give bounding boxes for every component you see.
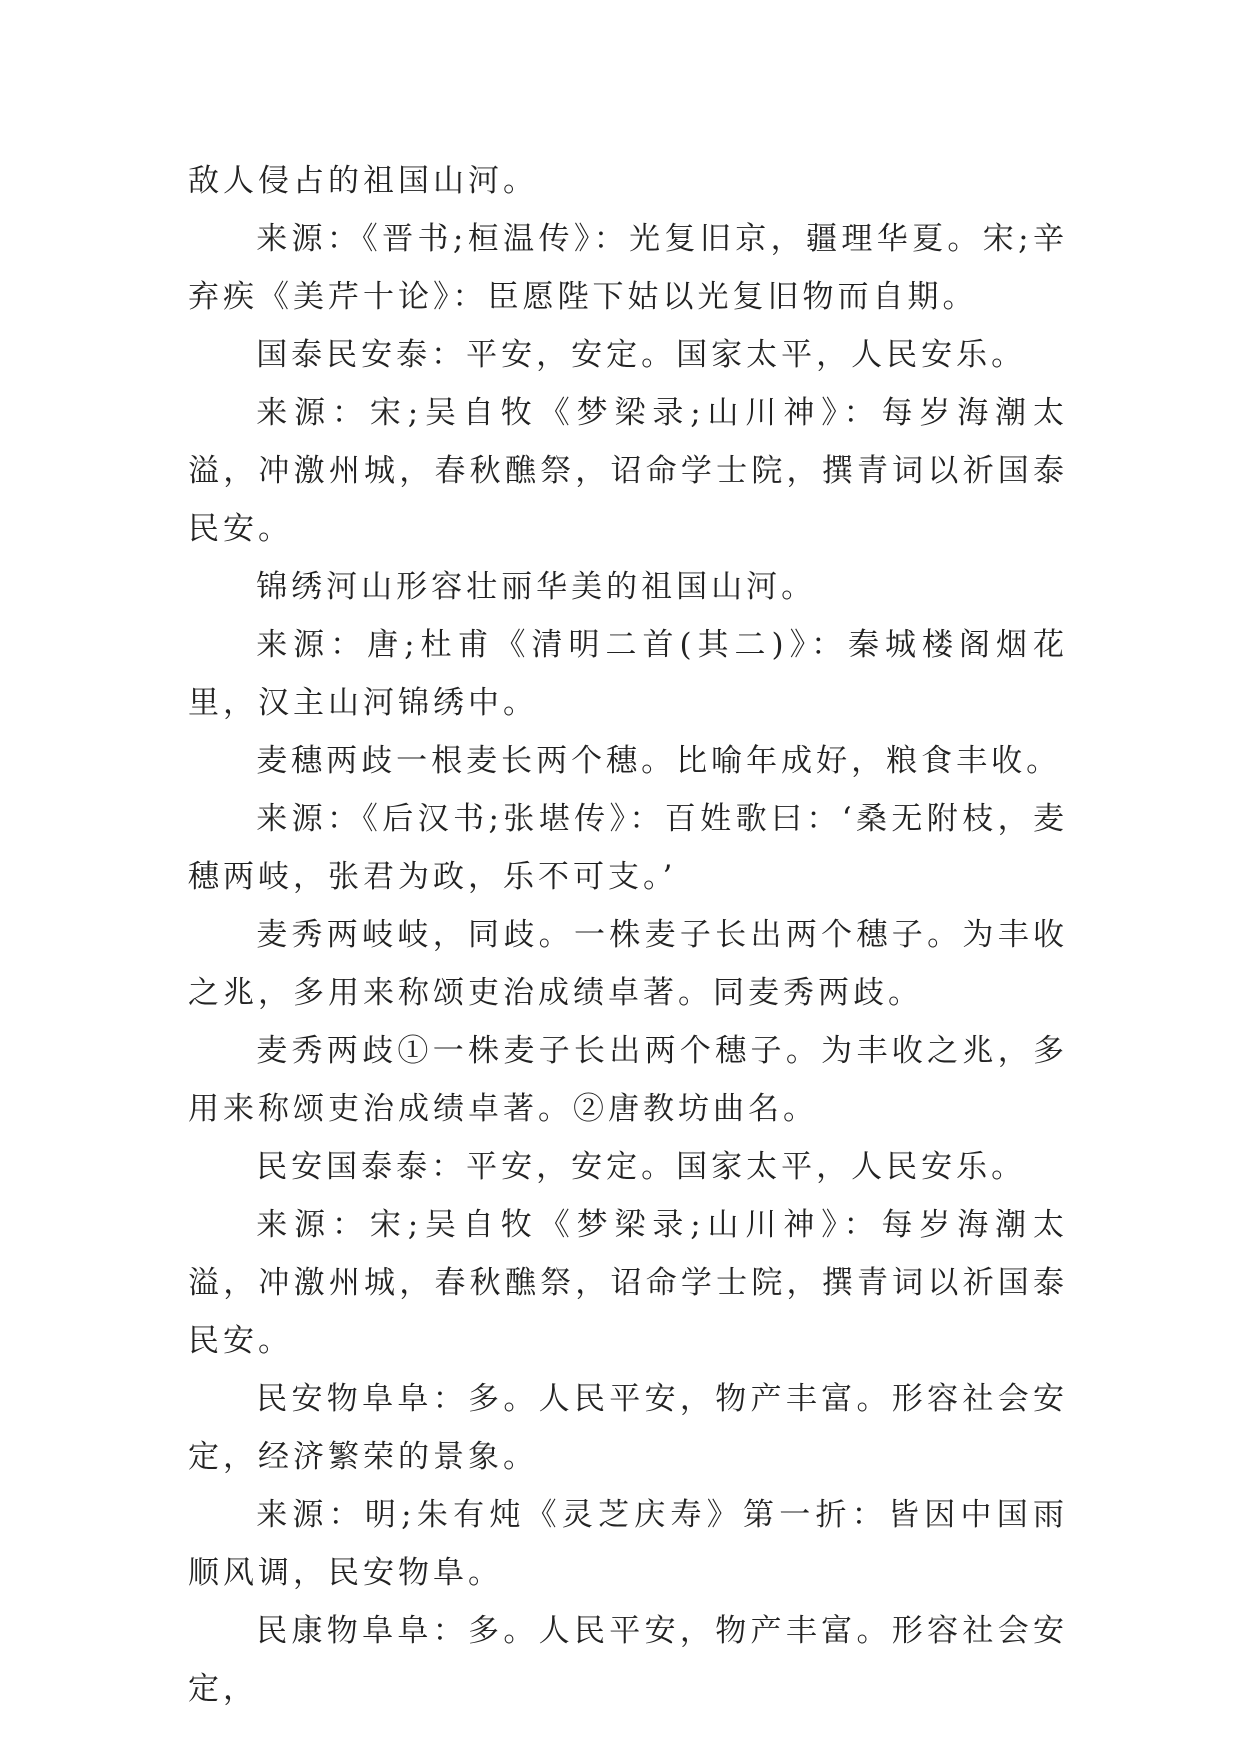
- paragraph: 来源：《晋书;桓温传》：光复旧京，疆理华夏。宋;辛弃疾《美芹十论》：臣愿陛下姑以光复旧物而自期。: [188, 221, 1068, 315]
- document-body: [188, 152, 1068, 1718]
- paragraph: 来源：宋;吴自牧《梦梁录;山川神》：每岁海潮太溢，冲激州城，春秋醮祭，诏命学士院，撰青词以祈国泰民安。: [188, 1207, 1068, 1359]
- paragraph: 民安国泰泰：平安，安定。国家太平，人民安乐。: [256, 1149, 1027, 1185]
- paragraph: 敌人侵占的祖国山河。: [188, 163, 538, 199]
- paragraph: 麦秀两歧①一株麦子长出两个穗子。为丰收之兆，多用来称颂吏治成绩卓著。②唐教坊曲名。: [188, 1033, 1068, 1127]
- paragraph: 国泰民安泰：平安，安定。国家太平，人民安乐。: [256, 337, 1027, 373]
- paragraph: 锦绣河山形容壮丽华美的祖国山河。: [256, 569, 817, 605]
- paragraph: 来源：宋;吴自牧《梦梁录;山川神》：每岁海潮太溢，冲激州城，春秋醮祭，诏命学士院，撰青词以祈国泰民安。: [188, 395, 1068, 547]
- paragraph: 来源：《后汉书;张堪传》：百姓歌曰：‘桑无附枝，麦穗两岐，张君为政，乐不可支。’: [188, 801, 1068, 895]
- paragraph: 来源：唐;杜甫《清明二首(其二)》：秦城楼阁烟花里，汉主山河锦绣中。: [188, 627, 1068, 721]
- paragraph: 来源：明;朱有炖《灵芝庆寿》第一折：皆因中国雨顺风调，民安物阜。: [188, 1497, 1068, 1591]
- paragraph: 民安物阜阜：多。人民平安，物产丰富。形容社会安定，经济繁荣的景象。: [188, 1381, 1068, 1475]
- paragraph: 民康物阜阜：多。人民平安，物产丰富。形容社会安定，: [188, 1613, 1068, 1707]
- paragraph: 麦穗两歧一根麦长两个穗。比喻年成好，粮食丰收。: [256, 743, 1062, 779]
- paragraph: 麦秀两岐岐，同歧。一株麦子长出两个穗子。为丰收之兆，多用来称颂吏治成绩卓著。同麦秀两歧。: [188, 917, 1068, 1011]
